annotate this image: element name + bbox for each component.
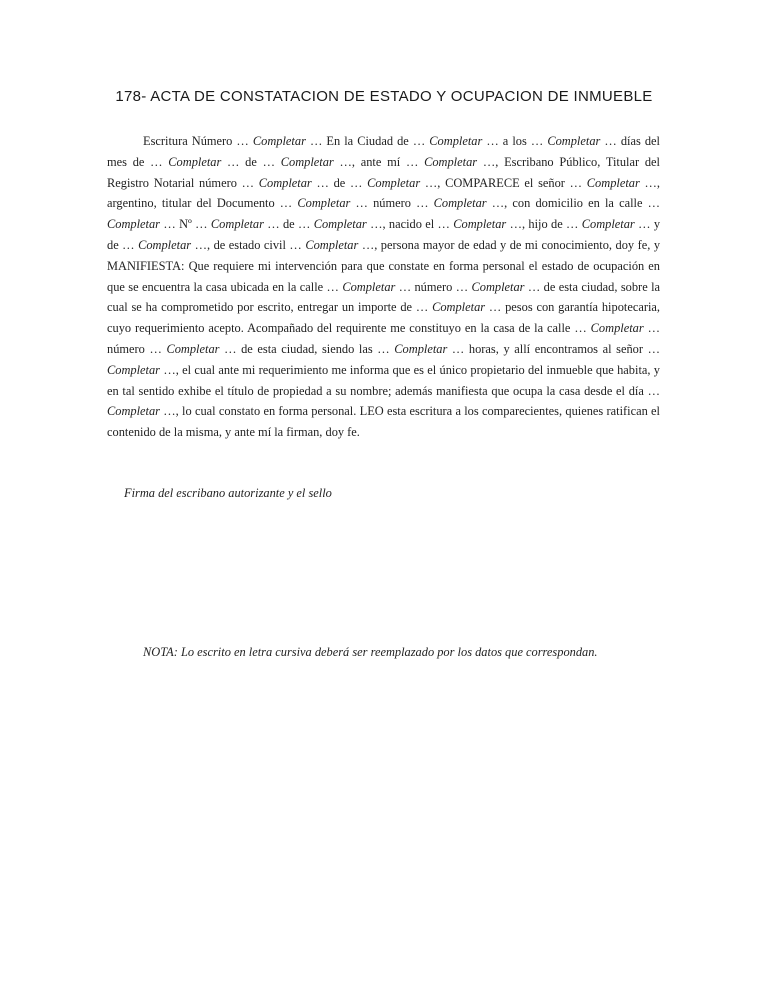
body-text-segment: … horas, y allí encontramos al señor … [447, 341, 660, 356]
body-text-segment: …, de estado civil … [191, 237, 306, 252]
body-text-segment: … de esta ciudad, siendo las … [219, 341, 395, 356]
placeholder-field: Completar [107, 362, 161, 377]
placeholder-field: Completar [305, 237, 359, 252]
placeholder-field: Completar [107, 217, 161, 232]
body-text-segment: …, con domicilio en la calle … [486, 196, 660, 211]
placeholder-field: Completar [166, 341, 220, 356]
body-text-segment: …, lo cual constato en forma personal. LEO esta escritura a los comparecientes, quienes ratifican el contenido de la misma, y ante mí la firman, doy fe. [107, 404, 660, 440]
body-text-segment: …, nacido el … [366, 217, 454, 232]
placeholder-field: Completar [367, 175, 421, 190]
body-text-segment: … de … [311, 175, 368, 190]
body-text-segment: …, persona mayor de edad y de mi conocimiento, doy fe, y MANIFIESTA: Que requiere mi intervención para que constate en forma personal el estado de ocupación en que se encuentra la casa ubicada en la calle … [107, 237, 661, 294]
placeholder-field: Completar [394, 341, 448, 356]
body-text-segment: … número … [107, 321, 660, 356]
body-text-segment: … En la Ciudad de … [305, 134, 430, 148]
body-text-segment: …, hijo de … [506, 217, 582, 232]
placeholder-field: Completar [581, 217, 635, 232]
placeholder-field: Completar [453, 217, 507, 232]
signature-line: Firma del escribano autorizante y el sello [124, 486, 332, 500]
body-text-segment: …, Escribano Público, Titular del Registro Notarial número … [107, 154, 660, 190]
body-text-segment: … días del mes de … [107, 134, 660, 169]
body-text-segment: … de esta ciudad, sobre la cual se ha comprometido por escrito, entregar un importe de … [107, 279, 661, 315]
body-text-segment: …, el cual ante mi requerimiento me informa que es el único propietario del inmueble que habita, y en tal sentido exhibe el título de propiedad a su nombre; además manifiesta que ocupa la casa desde el día … [107, 362, 660, 398]
placeholder-field: Completar [258, 175, 312, 190]
body-text-segment: … número … [350, 196, 434, 211]
placeholder-field: Completar [547, 134, 601, 148]
body-text-segment: …, COMPARECE el señor … [420, 175, 587, 190]
placeholder-field: Completar [424, 154, 478, 169]
body-text-segment: … y de … [107, 217, 661, 252]
placeholder-field: Completar [138, 237, 192, 252]
body-text-segment: … pesos con garantía hipotecaria, cuyo requerimiento acepto. Acompañado del requirente me constituyo en la casa de la calle … [107, 300, 660, 336]
placeholder-field: Completar [280, 154, 334, 169]
placeholder-field: Completar [586, 175, 640, 190]
body-text-segment: …, argentino, titular del Documento … [107, 175, 661, 211]
document-body [107, 131, 660, 443]
placeholder-field: Completar [168, 154, 222, 169]
body-text-segment: … Nº … [160, 217, 211, 232]
body-text-segment: … de … [221, 154, 281, 169]
placeholder-field: Completar [210, 217, 264, 232]
placeholder-field: Completar [313, 217, 367, 232]
document-title: 178- ACTA DE CONSTATACION DE ESTADO Y OCUPACION DE INMUEBLE [115, 88, 653, 105]
body-text-segment: … a los … [482, 134, 548, 148]
placeholder-field: Completar [107, 404, 161, 419]
placeholder-field: Completar [342, 279, 396, 294]
body-text-segment: … de … [263, 217, 314, 232]
placeholder-field: Completar [471, 279, 525, 294]
placeholder-field: Completar [432, 300, 486, 315]
placeholder-field: Completar [252, 134, 306, 148]
placeholder-field: Completar [590, 321, 644, 336]
placeholder-field: Completar [429, 134, 483, 148]
note-text: NOTA: Lo escrito en letra cursiva deberá ser reemplazado por los datos que correspondan. [143, 645, 598, 659]
body-text-segment: … número … [395, 279, 472, 294]
placeholder-field: Completar [433, 196, 487, 211]
body-text-segment: Escritura Número … [143, 134, 253, 148]
body-text-segment: …, ante mí … [333, 154, 425, 169]
placeholder-field: Completar [297, 196, 351, 211]
